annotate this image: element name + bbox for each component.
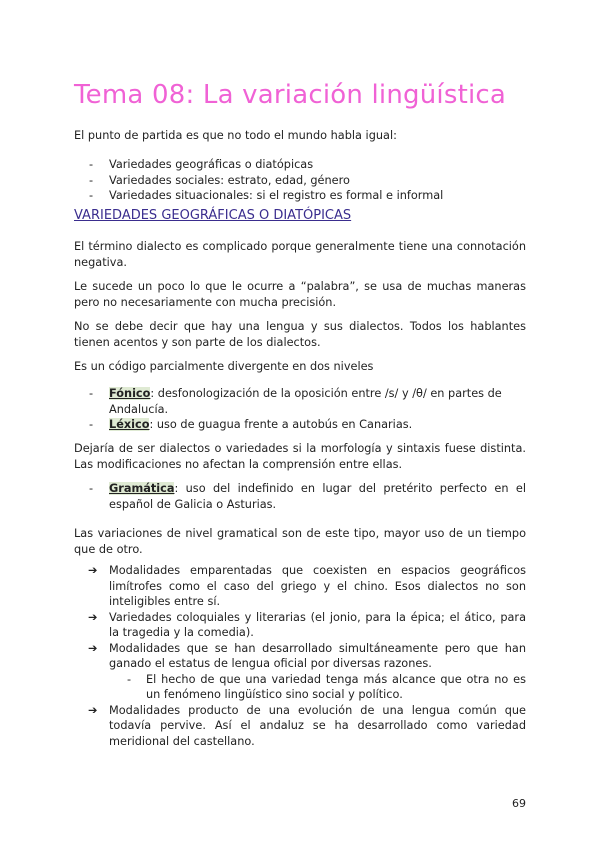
page-title: Tema 08: La variación lingüística: [74, 80, 507, 110]
term-fonico: Fónico: [109, 387, 151, 400]
grammar-list: [74, 481, 526, 512]
paragraph-accents: No se debe decir que hay una lengua y sus dialectos. Todos los hablantes tienen acentos y son parte de los dialectos.: [74, 320, 526, 349]
term-gramatica: Gramática: [109, 482, 175, 495]
paragraph-levels: Es un código parcialmente divergente en dos niveles: [74, 360, 374, 373]
section-heading: VARIEDADES GEOGRÁFICAS O DIATÓPICAS: [74, 208, 352, 223]
list-item: - Variedades geográficas o diatópicas: [89, 158, 314, 171]
modalities-list: [74, 563, 526, 749]
intro-list: [74, 157, 526, 204]
list-item: - Variedades situacionales: si el registro es formal e informal: [89, 189, 444, 202]
page-number: 69: [512, 797, 526, 810]
list-item: ➔ Modalidades producto de una evolución de una lengua común que todavía pervive. Así el andaluz se ha desarrollado como variedad meridional del castellano.: [88, 703, 526, 748]
term-lexico: Léxico: [109, 418, 150, 431]
list-item: - Léxico: uso de guagua frente a autobús en Canarias.: [89, 418, 413, 431]
arrow-icon: ➔: [88, 641, 98, 655]
arrow-icon: ➔: [88, 703, 98, 717]
list-item: - Variedades sociales: estrato, edad, género: [89, 173, 350, 187]
list-item: ➔ Modalidades emparentadas que coexisten en espacios geográficos limítrofes como el caso del griego y el chino. Esos dialectos no son inteligibles entre sí.: [88, 564, 526, 608]
paragraph-palabra: Le sucede un poco lo que le ocurre a “palabra”, se usa de muchas maneras pero no necesariamente con mucha precisión.: [74, 280, 526, 309]
arrow-icon: ➔: [88, 564, 98, 577]
list-item: - El hecho de que una variedad tenga más alcance que otra no es un fenómeno lingüístico sino social y político.: [127, 672, 526, 701]
arrow-icon: ➔: [88, 610, 98, 624]
list-item: ➔ Modalidades que se han desarrollado simultáneamente pero que han ganado el estatus de lengua oficial por diversas razones. - El hecho de que una variedad tenga más alcance que otra no es un fenómeno lingüístico sino social y político.: [74, 641, 526, 703]
list-item: - Fónico: desfonologización de la oposición entre /s/ y /θ/ en partes de Andalucía.: [89, 387, 502, 416]
paragraph-grammatical: Las variaciones de nivel gramatical son de este tipo, mayor uso de un tiempo que de otro.: [74, 527, 526, 556]
paragraph-morphology: Dejaría de ser dialectos o variedades si la morfología y sintaxis fuese distinta. Las modificaciones no afectan la comprensión entre ellas.: [74, 442, 526, 471]
list-item: ➔ Variedades coloquiales y literarias (el jonio, para la épica; el ático, para la tragedia y la comedia).: [88, 610, 526, 639]
intro-paragraph: El punto de partida es que no todo el mundo habla igual:: [74, 129, 397, 142]
levels-list: [74, 386, 526, 433]
modality-sublist: [74, 672, 526, 703]
list-item: - Gramática: uso del indefinido en lugar del pretérito perfecto en el español de Galicia o Asturias.: [89, 482, 526, 511]
paragraph-dialect: El término dialecto es complicado porque generalmente tiene una connotación negativa.: [74, 240, 526, 269]
